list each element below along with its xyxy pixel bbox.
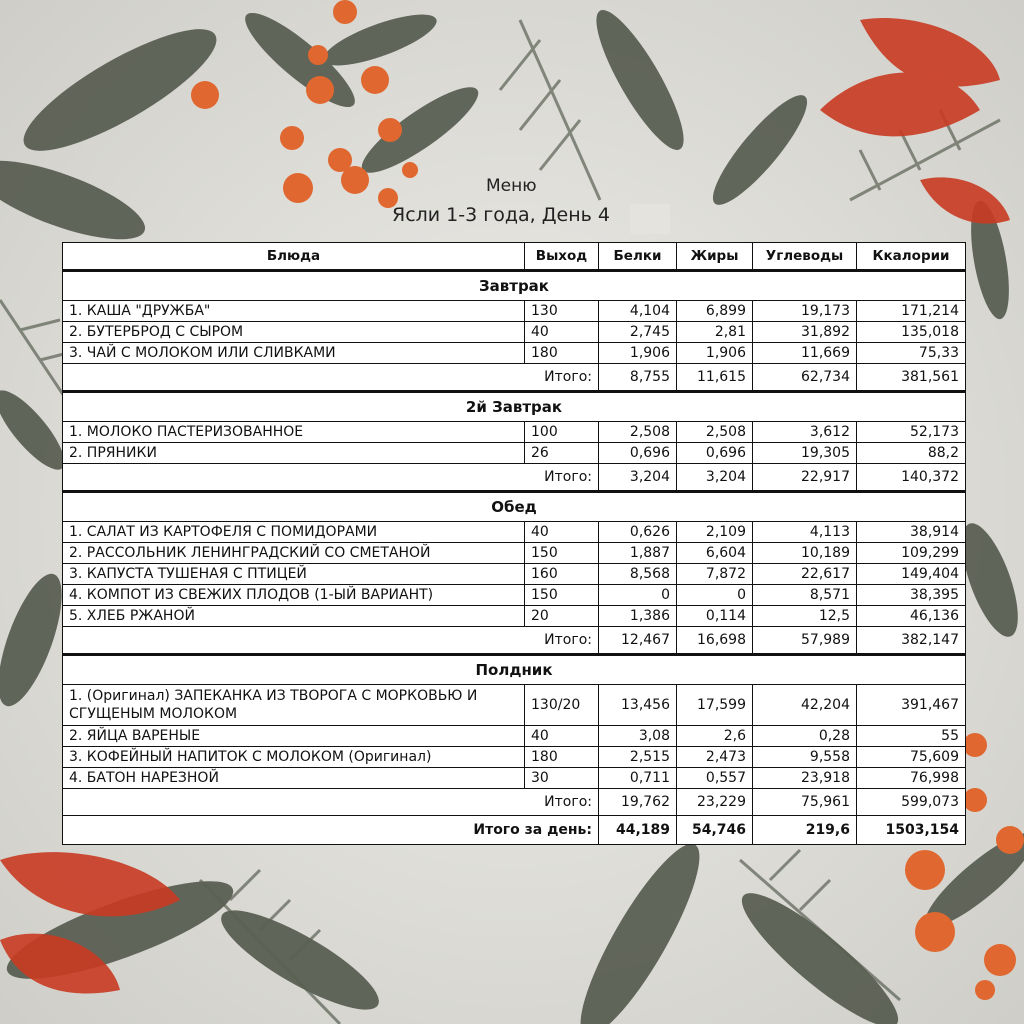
dish-carbs: 4,113 xyxy=(753,522,857,543)
dish-carbs: 22,617 xyxy=(753,564,857,585)
section-total-row xyxy=(63,364,966,392)
dish-output: 20 xyxy=(525,606,599,627)
dish-output: 160 xyxy=(525,564,599,585)
header-carbs: Углеводы xyxy=(753,243,857,271)
table-row xyxy=(63,606,966,627)
day-total-label: Итого за день: xyxy=(63,816,599,845)
dish-carbs: 9,558 xyxy=(753,747,857,768)
section-title: Полдник xyxy=(63,655,966,685)
dish-protein: 1,906 xyxy=(599,343,677,364)
dish-carbs: 10,189 xyxy=(753,543,857,564)
dish-calories: 55 xyxy=(857,726,966,747)
dish-output: 180 xyxy=(525,343,599,364)
table-row xyxy=(63,747,966,768)
total-fat: 11,615 xyxy=(677,364,753,392)
dish-carbs: 42,204 xyxy=(753,685,857,726)
menu-table xyxy=(62,242,966,845)
dish-name: 2. БУТЕРБРОД С СЫРОМ xyxy=(63,322,525,343)
dish-output: 40 xyxy=(525,322,599,343)
section-row xyxy=(63,492,966,522)
total-fat: 16,698 xyxy=(677,627,753,655)
dish-protein: 0,711 xyxy=(599,768,677,789)
dish-output: 40 xyxy=(525,726,599,747)
dish-fat: 6,899 xyxy=(677,301,753,322)
header-output: Выход xyxy=(525,243,599,271)
total-label: Итого: xyxy=(63,464,599,492)
dish-name: 1. КАША "ДРУЖБА" xyxy=(63,301,525,322)
dish-calories: 391,467 xyxy=(857,685,966,726)
table-row xyxy=(63,543,966,564)
day-total-protein: 44,189 xyxy=(599,816,677,845)
section-row xyxy=(63,392,966,422)
section-title: 2й Завтрак xyxy=(63,392,966,422)
dish-name: 3. КОФЕЙНЫЙ НАПИТОК С МОЛОКОМ (Оригинал) xyxy=(63,747,525,768)
header-dish: Блюда xyxy=(63,243,525,271)
dish-output: 40 xyxy=(525,522,599,543)
dish-protein: 13,456 xyxy=(599,685,677,726)
dish-protein: 1,386 xyxy=(599,606,677,627)
dish-fat: 6,604 xyxy=(677,543,753,564)
table-row xyxy=(63,322,966,343)
dish-fat: 0,557 xyxy=(677,768,753,789)
title-overlap xyxy=(630,204,670,234)
table-row xyxy=(63,443,966,464)
table-row xyxy=(63,343,966,364)
dish-fat: 2,508 xyxy=(677,422,753,443)
dish-calories: 46,136 xyxy=(857,606,966,627)
dish-fat: 1,906 xyxy=(677,343,753,364)
dish-calories: 38,914 xyxy=(857,522,966,543)
dish-carbs: 19,173 xyxy=(753,301,857,322)
dish-protein: 3,08 xyxy=(599,726,677,747)
dish-name: 3. КАПУСТА ТУШЕНАЯ С ПТИЦЕЙ xyxy=(63,564,525,585)
total-calories: 381,561 xyxy=(857,364,966,392)
total-calories: 140,372 xyxy=(857,464,966,492)
dish-protein: 0 xyxy=(599,585,677,606)
header-calories: Ккалории xyxy=(857,243,966,271)
total-carbs: 75,961 xyxy=(753,789,857,816)
dish-carbs: 0,28 xyxy=(753,726,857,747)
dish-carbs: 11,669 xyxy=(753,343,857,364)
dish-fat: 2,81 xyxy=(677,322,753,343)
total-label: Итого: xyxy=(63,627,599,655)
dish-calories: 38,395 xyxy=(857,585,966,606)
table-header-row xyxy=(63,243,966,271)
total-protein: 8,755 xyxy=(599,364,677,392)
dish-protein: 2,515 xyxy=(599,747,677,768)
dish-protein: 0,696 xyxy=(599,443,677,464)
dish-calories: 52,173 xyxy=(857,422,966,443)
table-row xyxy=(63,301,966,322)
dish-fat: 2,6 xyxy=(677,726,753,747)
section-row xyxy=(63,271,966,301)
total-protein: 3,204 xyxy=(599,464,677,492)
dish-protein: 4,104 xyxy=(599,301,677,322)
section-total-row xyxy=(63,627,966,655)
dish-name: 4. КОМПОТ ИЗ СВЕЖИХ ПЛОДОВ (1-ЫЙ ВАРИАНТ) xyxy=(63,585,525,606)
day-total-carbs: 219,6 xyxy=(753,816,857,845)
dish-name: 4. БАТОН НАРЕЗНОЙ xyxy=(63,768,525,789)
dish-fat: 0 xyxy=(677,585,753,606)
dish-name: 2. РАССОЛЬНИК ЛЕНИНГРАДСКИЙ СО СМЕТАНОЙ xyxy=(63,543,525,564)
total-calories: 599,073 xyxy=(857,789,966,816)
total-fat: 23,229 xyxy=(677,789,753,816)
dish-fat: 17,599 xyxy=(677,685,753,726)
dish-fat: 0,114 xyxy=(677,606,753,627)
dish-carbs: 12,5 xyxy=(753,606,857,627)
total-fat: 3,204 xyxy=(677,464,753,492)
total-carbs: 62,734 xyxy=(753,364,857,392)
dish-carbs: 31,892 xyxy=(753,322,857,343)
dish-calories: 88,2 xyxy=(857,443,966,464)
day-total-fat: 54,746 xyxy=(677,816,753,845)
header-fat: Жиры xyxy=(677,243,753,271)
dish-calories: 75,33 xyxy=(857,343,966,364)
dish-protein: 2,745 xyxy=(599,322,677,343)
dish-carbs: 19,305 xyxy=(753,443,857,464)
dish-fat: 0,696 xyxy=(677,443,753,464)
dish-calories: 76,998 xyxy=(857,768,966,789)
dish-name: 5. ХЛЕБ РЖАНОЙ xyxy=(63,606,525,627)
dish-output: 26 xyxy=(525,443,599,464)
header-protein: Белки xyxy=(599,243,677,271)
dish-output: 30 xyxy=(525,768,599,789)
page-title xyxy=(360,172,660,242)
dish-name: 3. ЧАЙ С МОЛОКОМ ИЛИ СЛИВКАМИ xyxy=(63,343,525,364)
table-row xyxy=(63,726,966,747)
dish-name: 2. ПРЯНИКИ xyxy=(63,443,525,464)
dish-fat: 7,872 xyxy=(677,564,753,585)
dish-protein: 8,568 xyxy=(599,564,677,585)
dish-protein: 1,887 xyxy=(599,543,677,564)
dish-output: 100 xyxy=(525,422,599,443)
dish-carbs: 8,571 xyxy=(753,585,857,606)
section-total-row xyxy=(63,789,966,816)
table-row xyxy=(63,768,966,789)
total-label: Итого: xyxy=(63,364,599,392)
dish-output: 130/20 xyxy=(525,685,599,726)
dish-fat: 2,109 xyxy=(677,522,753,543)
dish-calories: 75,609 xyxy=(857,747,966,768)
dish-name: 1. САЛАТ ИЗ КАРТОФЕЛЯ С ПОМИДОРАМИ xyxy=(63,522,525,543)
day-total-calories: 1503,154 xyxy=(857,816,966,845)
dish-calories: 109,299 xyxy=(857,543,966,564)
total-protein: 12,467 xyxy=(599,627,677,655)
total-protein: 19,762 xyxy=(599,789,677,816)
dish-protein: 0,626 xyxy=(599,522,677,543)
dish-calories: 149,404 xyxy=(857,564,966,585)
total-carbs: 57,989 xyxy=(753,627,857,655)
dish-calories: 171,214 xyxy=(857,301,966,322)
menu-subtitle: Ясли 1-3 года, День 4 xyxy=(392,204,610,226)
table-row xyxy=(63,685,966,726)
total-label: Итого: xyxy=(63,789,599,816)
section-title: Завтрак xyxy=(63,271,966,301)
section-title: Обед xyxy=(63,492,966,522)
total-calories: 382,147 xyxy=(857,627,966,655)
dish-name: 2. ЯЙЦА ВАРЕНЫЕ xyxy=(63,726,525,747)
table-row xyxy=(63,564,966,585)
dish-name: 1. (Оригинал) ЗАПЕКАНКА ИЗ ТВОРОГА С МОРКОВЬЮ И СГУЩЕНЫМ МОЛОКОМ xyxy=(63,685,525,726)
menu-title: Меню xyxy=(486,176,537,196)
dish-calories: 135,018 xyxy=(857,322,966,343)
table-row xyxy=(63,585,966,606)
day-total-row xyxy=(63,816,966,845)
dish-output: 150 xyxy=(525,585,599,606)
dish-fat: 2,473 xyxy=(677,747,753,768)
table-row xyxy=(63,422,966,443)
total-carbs: 22,917 xyxy=(753,464,857,492)
section-row xyxy=(63,655,966,685)
section-total-row xyxy=(63,464,966,492)
table-row xyxy=(63,522,966,543)
dish-output: 180 xyxy=(525,747,599,768)
dish-carbs: 23,918 xyxy=(753,768,857,789)
dish-protein: 2,508 xyxy=(599,422,677,443)
dish-output: 130 xyxy=(525,301,599,322)
dish-carbs: 3,612 xyxy=(753,422,857,443)
dish-name: 1. МОЛОКО ПАСТЕРИЗОВАННОЕ xyxy=(63,422,525,443)
dish-output: 150 xyxy=(525,543,599,564)
